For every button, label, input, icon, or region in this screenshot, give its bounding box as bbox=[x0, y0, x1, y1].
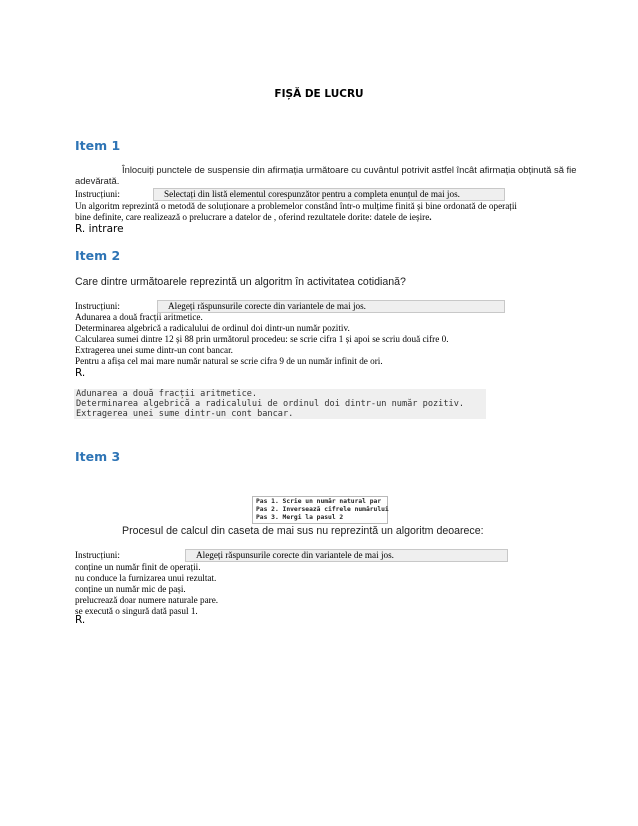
item3-answer-label: R. bbox=[75, 614, 86, 626]
item2-option: Determinarea algebrică a radicalului de ordinul doi dintr-un număr pozitiv. bbox=[75, 323, 350, 333]
item1-body-line2-end: . bbox=[429, 212, 432, 222]
item2-answer-block bbox=[74, 389, 486, 419]
item2-answer-label: R. bbox=[75, 367, 86, 379]
item3-step: Pas 1. Scrie un număr natural par bbox=[256, 498, 382, 505]
item1-intro-line1: Înlocuiți punctele de suspensie din afirmația următoare cu cuvântul potrivit astfel încât afirmația obținută să fie bbox=[122, 164, 577, 175]
item2-question: Care dintre următoarele reprezintă un algoritm în activitatea cotidiană? bbox=[75, 276, 406, 288]
item3-option: prelucrează doar numere naturale pare. bbox=[75, 595, 219, 605]
item1-heading: Item 1 bbox=[75, 138, 121, 153]
item2-heading: Item 2 bbox=[75, 248, 121, 263]
item3-option: conține un număr mic de pași. bbox=[75, 584, 186, 594]
item2-instr-label: Instrucțiuni: bbox=[75, 301, 120, 311]
item2-option: Adunarea a două fracții aritmetice. bbox=[75, 312, 203, 322]
item2-answer-line: Adunarea a două fracții aritmetice. bbox=[76, 389, 258, 399]
item3-option: nu conduce la furnizarea unui rezultat. bbox=[75, 573, 217, 583]
item3-instr-label: Instrucțiuni: bbox=[75, 550, 120, 560]
item2-option: Calcularea sumei dintre 12 și 88 prin următorul procedeu: se scrie cifra 1 și apoi se scriu două cifre 0. bbox=[75, 334, 449, 344]
item1-instruction-box: Selectați din listă elementul corespunzător pentru a completa enunțul de mai jos. bbox=[153, 188, 505, 201]
item3-step: Pas 3. Mergi la pasul 2 bbox=[256, 514, 344, 522]
item3-instruction-box: Alegeți răspunsurile corecte din variantele de mai jos. bbox=[185, 549, 508, 562]
item3-question: Procesul de calcul din caseta de mai sus nu reprezintă un algoritm deoarece: bbox=[122, 525, 484, 537]
item3-option: conține un număr finit de operații. bbox=[75, 562, 201, 572]
item3-steps-box bbox=[252, 496, 388, 524]
item2-option: Pentru a afișa cel mai mare număr natural se scrie cifra 9 de un număr infinit de ori. bbox=[75, 356, 383, 366]
item1-answer: R. intrare bbox=[75, 223, 124, 235]
item2-answer-line: Determinarea algebrică a radicalului de ordinul doi dintr-un număr pozitiv. bbox=[76, 399, 465, 409]
item1-body-line2-text: bine definite, care realizează o prelucrare a datelor de , oferind rezultatele dorite: datele de ieșire bbox=[75, 212, 430, 222]
item1-intro-line2: adevărată. bbox=[75, 175, 120, 186]
item3-option: se execută o singură dată pasul 1. bbox=[75, 606, 198, 616]
item2-instruction-box: Alegeți răspunsurile corecte din variantele de mai jos. bbox=[157, 300, 505, 313]
item3-heading: Item 3 bbox=[75, 449, 121, 464]
item1-instr-label: Instrucțiuni: bbox=[75, 189, 120, 199]
item3-step: Pas 2. Inversează cifrele numărului bbox=[256, 506, 389, 514]
item2-option: Extragerea unei sume dintr-un cont bancar. bbox=[75, 345, 233, 355]
item1-body-line2 bbox=[75, 212, 432, 224]
item2-answer-line: Extragerea unei sume dintr-un cont bancar. bbox=[76, 409, 294, 419]
item1-body-line1: Un algoritm reprezintă o metodă de soluționare a problemelor constând într-o mulțime finită și bine ordonată de operații bbox=[75, 201, 517, 211]
page-title: FIȘĂ DE LUCRU bbox=[274, 88, 364, 100]
